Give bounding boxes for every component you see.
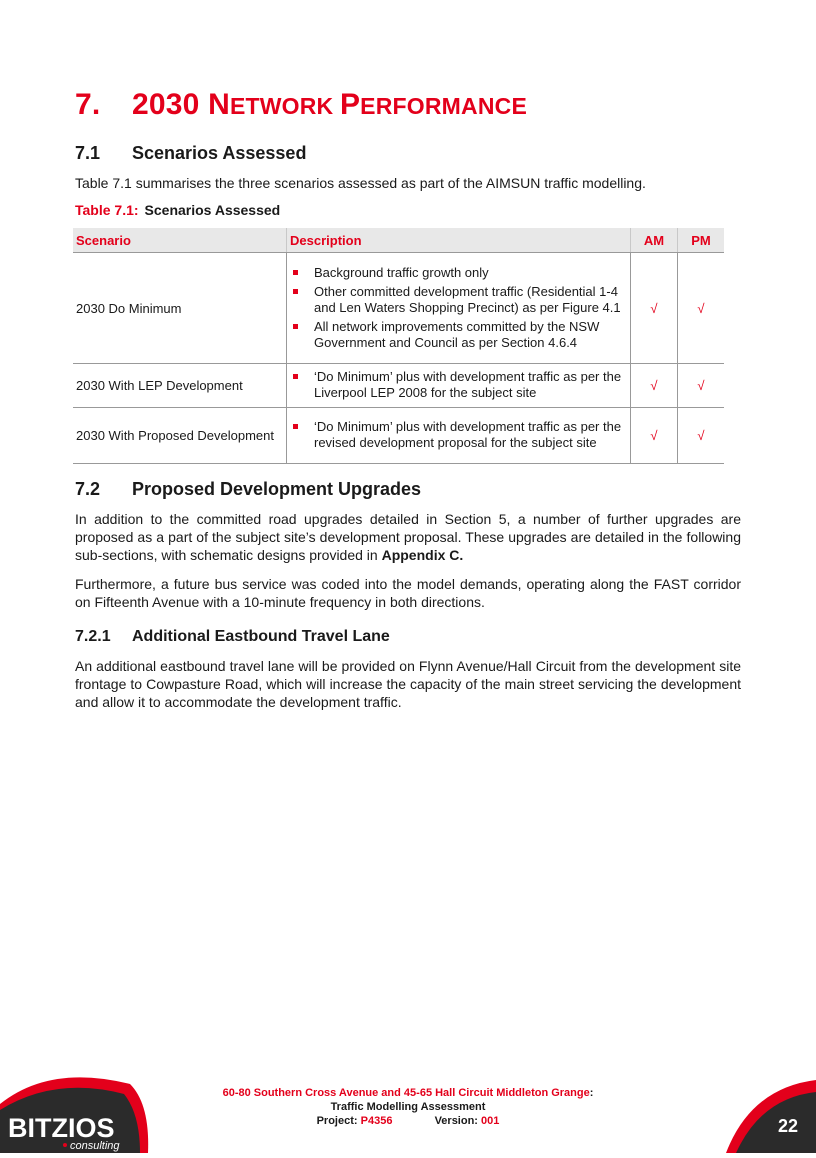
scenario-cell: 2030 Do Minimum [73, 253, 287, 364]
section-7-2-1-paragraph: An additional eastbound travel lane will be provided on Flynn Avenue/Hall Circuit from the development site frontage to Cowpasture Road, which will increase the capacity of the main street servicing the development and allow it to accommodate the development traffic. [75, 658, 741, 710]
page-badge-graphic [716, 1078, 816, 1153]
section-heading-7-1: 7.1 Scenarios Assessed [75, 143, 307, 163]
bullet-list [290, 265, 627, 351]
scenario-cell: 2030 With LEP Development [73, 364, 287, 408]
header-am: AM [631, 228, 678, 253]
scenario-cell: 2030 With Proposed Development [73, 408, 287, 464]
table-row [73, 364, 724, 408]
footer-project-title: 60-80 Southern Cross Avenue and 45-65 Hall Circuit Middleton Grange: [222, 1087, 594, 1099]
footer-project-version: Project: P4356 Version: 001 [316, 1115, 500, 1127]
chapter-title: 2030 NETWORK PERFORMANCE [132, 88, 528, 121]
section-7-2-paragraph-1: In addition to the committed road upgrades detailed in Section 5, a number of further upgrades are proposed as a part of the subject site’s development proposal. These upgrades are detailed in the following sub-sections, with schematic designs provided in Appendix C. [75, 511, 741, 563]
am-check: √ [631, 408, 678, 464]
section-7-1-intro: Table 7.1 summarises the three scenarios assessed as part of the AIMSUN traffic modelling. [75, 175, 646, 191]
table-caption: Table 7.1: Scenarios Assessed [75, 202, 281, 218]
footer-info [180, 1086, 636, 1128]
list-item: All network improvements committed by the NSW Government and Council as per Section 4.6.4 [314, 319, 627, 351]
section-heading-7-2-1: 7.2.1 Additional Eastbound Travel Lane [75, 628, 390, 645]
table-header-row [73, 228, 724, 253]
header-description: Description [287, 228, 631, 253]
bullet-list [290, 419, 627, 451]
appendix-reference: Appendix C. [381, 547, 464, 563]
chapter-number: 7. [75, 88, 101, 121]
footer-report-title: Traffic Modelling Assessment [330, 1101, 486, 1113]
table-row [73, 408, 724, 464]
page-number: 22 [777, 1116, 798, 1136]
description-cell [287, 408, 631, 464]
bullet-list [290, 369, 627, 401]
logo-swoosh-graphic [0, 1064, 160, 1153]
header-pm: PM [678, 228, 725, 253]
am-check: √ [631, 253, 678, 364]
table-row [73, 253, 724, 364]
scenarios-table [73, 228, 724, 464]
description-cell [287, 253, 631, 364]
section-7-2-paragraph-2: Furthermore, a future bus service was coded into the model demands, operating along the FAST corridor on Fifteenth Avenue with a 10-minute frequency in both directions. [75, 576, 741, 610]
list-item: Other committed development traffic (Residential 1-4 and Len Waters Shopping Precinct) as per Figure 4.1 [314, 284, 627, 316]
pm-check: √ [678, 364, 725, 408]
list-item: Background traffic growth only [314, 265, 627, 281]
section-heading-7-2: 7.2 Proposed Development Upgrades [75, 479, 422, 499]
header-scenario: Scenario [73, 228, 287, 253]
page-number-badge [716, 1078, 816, 1153]
description-cell [287, 364, 631, 408]
pm-check: √ [678, 408, 725, 464]
page-title [75, 88, 527, 122]
logo-text: BITZIOS [8, 1113, 115, 1143]
logo-subtext: consulting [70, 1140, 120, 1152]
pm-check: √ [678, 253, 725, 364]
list-item: ‘Do Minimum’ plus with development traffic as per the revised development proposal for the subject site [314, 419, 627, 451]
am-check: √ [631, 364, 678, 408]
company-logo [0, 1064, 160, 1153]
list-item: ‘Do Minimum’ plus with development traffic as per the Liverpool LEP 2008 for the subject site [314, 369, 627, 401]
